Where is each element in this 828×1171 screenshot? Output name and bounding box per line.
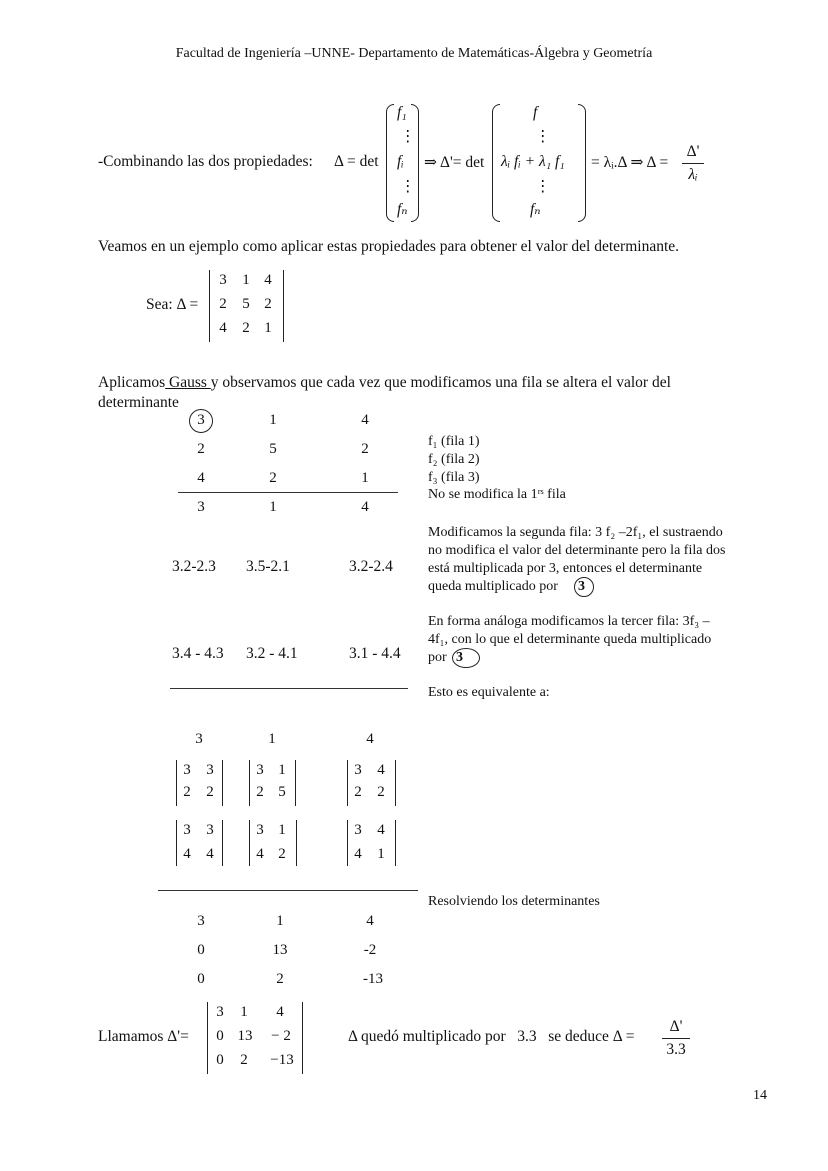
fraction-denominator: λᵢ [688,166,698,183]
matrix1-entry: fₙ [397,201,408,218]
det-cell: 1 [377,846,385,862]
fraction-denominator: 3.3 [666,1041,686,1058]
row2-op: 3.2-2.3 [172,558,216,575]
det-cell: 2 [354,784,362,800]
implies-delta-prime: ⇒ Δ'= det [424,154,485,171]
row2-op: 3.5-2.1 [246,558,290,575]
gauss-intro-text: Aplicamos [98,374,166,391]
row3-note: En forma análoga modificamos la tercer fila: 3f₃ – [428,614,710,629]
gauss-intro-line2: determinante [98,394,179,411]
det-bar-left [207,1002,208,1074]
row-label: f₁ (fila 1) [428,434,480,449]
det-cell: 2 [278,846,286,862]
matrix-cell: 5 [242,296,250,312]
matrix2-entry: fₙ [530,201,541,218]
det-cell: 3 [183,822,191,838]
resolved-cell: 0 [197,971,205,987]
det-cell: 3 [206,762,214,778]
resolved-cell: 3 [197,913,205,929]
resolved-cell: 1 [276,913,284,929]
det-bar-left [209,270,210,342]
det-cell: 1 [278,762,286,778]
table-cell: 2 [269,470,277,486]
det-cell: 2 [377,784,385,800]
left-paren [386,104,394,222]
table-cell: 1 [269,499,277,515]
det-cell: 1 [278,822,286,838]
det-cell: 4 [206,846,214,862]
matrix-cell: −13 [270,1052,294,1068]
matrix1-entry: fᵢ [397,153,404,170]
table-cell: 1 [269,412,277,428]
det-cell: 4 [256,846,264,862]
top-cell: 3 [195,731,203,747]
matrix-cell: 1 [264,320,272,336]
right-paren [411,104,419,222]
det-cell: 4 [183,846,191,862]
row2-note: queda multiplicado por [428,579,558,594]
resolved-cell: 13 [272,942,288,958]
matrix-cell: 2 [219,296,227,312]
row2-factor: 3 [578,579,585,594]
row3-op: 3.4 - 4.3 [172,645,224,662]
det-cell: 4 [354,846,362,862]
top-cell: 1 [268,731,276,747]
equivalent-label: Esto es equivalente a: [428,685,550,700]
row2-note: está multiplicada por 3, entonces el determinante [428,561,703,576]
matrix-cell: 2 [264,296,272,312]
row-label: f₃ (fila 3) [428,470,480,485]
table-cell: 2 [197,441,205,457]
row3-factor: 3 [456,650,463,665]
matrix-cell: 3 [216,1004,224,1020]
det-cell: 3 [256,822,264,838]
gauss-link[interactable]: Gauss [165,374,211,391]
row3-note: 4f₁, con lo que el determinante queda multiplicado [428,632,712,647]
matrix-cell: 4 [264,272,272,288]
det-cell: 2 [206,784,214,800]
sea-label: Sea: Δ = [146,296,199,313]
matrix2-entry: ⋮ [535,128,551,145]
table-cell: 1 [361,470,369,486]
matrix-cell: 13 [237,1028,253,1044]
matrix2-entry: λᵢ fᵢ + λ₁ f₁ [501,153,565,170]
det-cell: 3 [354,762,362,778]
row2-note: no modifica el valor del determinante pero la fila dos [428,543,726,558]
matrix1-entry: f₁ [397,104,407,121]
divider-line [170,688,408,689]
row2-op: 3.2-2.4 [349,558,393,575]
det-cell: 4 [377,822,385,838]
resolved-label: Resolviendo los determinantes [428,894,600,909]
gauss-intro [98,374,671,392]
matrix-cell: 2 [240,1052,248,1068]
matrix-cell: 0 [216,1052,224,1068]
det-cell: 2 [256,784,264,800]
matrix2-entry: f [533,104,538,121]
delta-det-lhs: Δ = det [334,153,379,170]
fraction-numerator: Δ' [669,1018,683,1035]
table-cell: 5 [269,441,277,457]
row3-op: 3.1 - 4.4 [349,645,401,662]
final-statement-text: Δ quedó multiplicado por 3.3 se deduce Δ = [348,1028,635,1045]
fraction [682,143,704,184]
row3-op: 3.2 - 4.1 [246,645,298,662]
matrix-cell: 4 [219,320,227,336]
table-cell: 3 [197,412,205,428]
right-paren [578,104,586,222]
example-intro: Veamos en un ejemplo como aplicar estas propiedades para obtener el valor del determinante. [98,238,680,255]
det-bar-right [302,1002,303,1074]
resolved-cell: 2 [276,971,284,987]
left-paren [492,104,500,222]
combining-label: -Combinando las dos propiedades: [98,153,313,170]
matrix-cell: 3 [219,272,227,288]
table-cell: 3 [197,499,205,515]
resolved-cell: 0 [197,942,205,958]
det-cell: 5 [278,784,286,800]
table-cell: 2 [361,441,369,457]
det-cell: 3 [256,762,264,778]
det-cell: 4 [377,762,385,778]
matrix1-entry: ⋮ [400,128,416,145]
table-cell: 4 [361,412,369,428]
fraction [662,1018,690,1059]
matrix-cell: 2 [242,320,250,336]
resolved-cell: -13 [363,971,383,987]
matrix-cell: − 2 [271,1028,291,1044]
matrix1-entry: ⋮ [400,178,416,195]
gauss-intro-text: y observamos que cada vez que modificamos una fila se altera el valor del [210,374,671,391]
page-header: Facultad de Ingeniería –UNNE- Departamento de Matemáticas-Álgebra y Geometría [175,46,653,61]
det-bar-right [283,270,284,342]
matrix-cell: 0 [216,1028,224,1044]
det-cell: 3 [183,762,191,778]
divider-line [178,492,398,493]
resolved-cell: -2 [363,942,377,958]
det-cell: 2 [183,784,191,800]
row-label: f₂ (fila 2) [428,452,480,467]
row3-note: por [428,650,447,665]
fraction-numerator: Δ' [686,143,700,160]
matrix-cell: 1 [242,272,250,288]
row2-note: Modificamos la segunda fila: 3 f₂ –2f₁, el sustraendo [428,525,723,540]
page-number: 14 [753,1088,767,1103]
row-label: No se modifica la 1ʳˢ fila [428,487,566,502]
result-expression: = λᵢ.Δ ⇒ Δ = [591,154,669,171]
matrix-cell: 4 [276,1004,284,1020]
resolved-cell: 4 [366,913,374,929]
det-cell: 3 [354,822,362,838]
det-cell: 3 [206,822,214,838]
table-cell: 4 [361,499,369,515]
matrix2-entry: ⋮ [535,178,551,195]
table-cell: 4 [197,470,205,486]
top-cell: 4 [366,731,374,747]
matrix-cell: 1 [240,1004,248,1020]
final-label: Llamamos Δ'= [98,1028,189,1045]
divider-line [158,890,418,891]
